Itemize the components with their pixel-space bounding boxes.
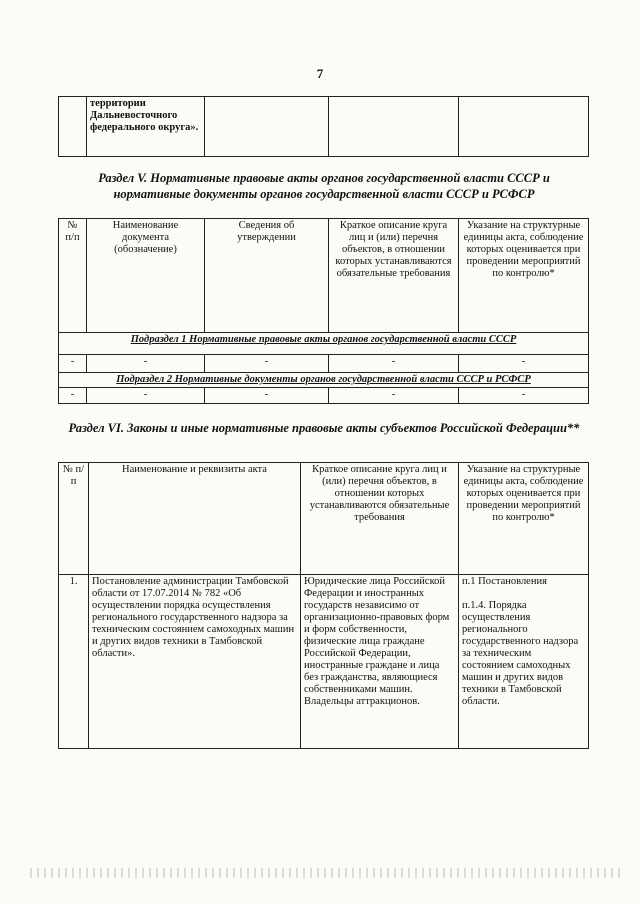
header-cell: Краткое описание круга лиц и (или) перечня объектов, в отношении которых устанавливаются обязательные требования (329, 219, 459, 333)
header-cell: Краткое описание круга лиц и (или) перечня объектов, в отношении которых устанавливаются обязательные требования (301, 463, 459, 575)
units-cell (459, 575, 589, 749)
top-continuation-table (58, 96, 589, 157)
table-cell: - (459, 355, 589, 373)
table-cell: - (329, 355, 459, 373)
header-cell: Указание на структурные единицы акта, соблюдение которых оценивается при проведении мероприятий по контролю* (459, 463, 589, 575)
header-cell: Наименование и реквизиты акта (89, 463, 301, 575)
table-cell: - (205, 355, 329, 373)
row-number: 1. (59, 575, 89, 749)
page-number: 7 (316, 66, 324, 81)
section-6-heading: Раздел VI. Законы и иные нормативные правовые акты субъектов Российской Федерации** (68, 421, 580, 435)
section-6-table (58, 462, 589, 749)
units-line-1: п.1 Постановления (462, 576, 547, 587)
subsection-2-title: Подраздел 2 Нормативные документы органов государственной власти СССР и РСФСР (59, 373, 589, 388)
section-5-heading: Раздел V. Нормативные правовые акты органов государственной власти СССР и нормативные документы органов государственной власти СССР и РСФСР (98, 171, 550, 201)
table-cell (205, 97, 329, 157)
table-cell (459, 97, 589, 157)
scan-noise (30, 868, 620, 878)
table-cell: - (459, 388, 589, 404)
table-cell: - (87, 355, 205, 373)
act-name-cell: Постановление администрации Тамбовской области от 17.07.2014 № 782 «Об осуществлении порядка осуществления регионального государственного надзора за техническим состоянием самоходных машин и других видов техники в Тамбовской области». (89, 575, 301, 749)
table-cell: - (87, 388, 205, 404)
header-cell: Сведения об утверждении (205, 219, 329, 333)
header-cell: Указание на структурные единицы акта, соблюдение которых оценивается при проведении мероприятий по контролю* (459, 219, 589, 333)
table-cell: - (59, 355, 87, 373)
table-cell (59, 97, 87, 157)
units-line-2: п.1.4. Порядка осуществления регионального государственного надзора за техническим состоянием самоходных машин и других видов техники в Тамбовской области. (462, 600, 579, 707)
header-cell: Наименование документа (обозначение) (87, 219, 205, 333)
table-cell: - (329, 388, 459, 404)
table-cell: - (59, 388, 87, 404)
header-cell: № п/п (59, 219, 87, 333)
table-cell: территории Дальневосточного федерального округа». (87, 97, 205, 157)
description-cell: Юридические лица Российской Федерации и иностранных государств независимо от организационно-правовых форм и форм собственности, физические лица граждане Российской Федерации, иностранные граждане и лица без гражданства, являющиеся собственниками машин. Владельцы аттракционов. (301, 575, 459, 749)
header-cell: № п/п (59, 463, 89, 575)
table-cell (329, 97, 459, 157)
subsection-1-title: Подраздел 1 Нормативные правовые акты органов государственной власти СССР (59, 333, 589, 355)
table-cell: - (205, 388, 329, 404)
section-5-table (58, 218, 589, 404)
